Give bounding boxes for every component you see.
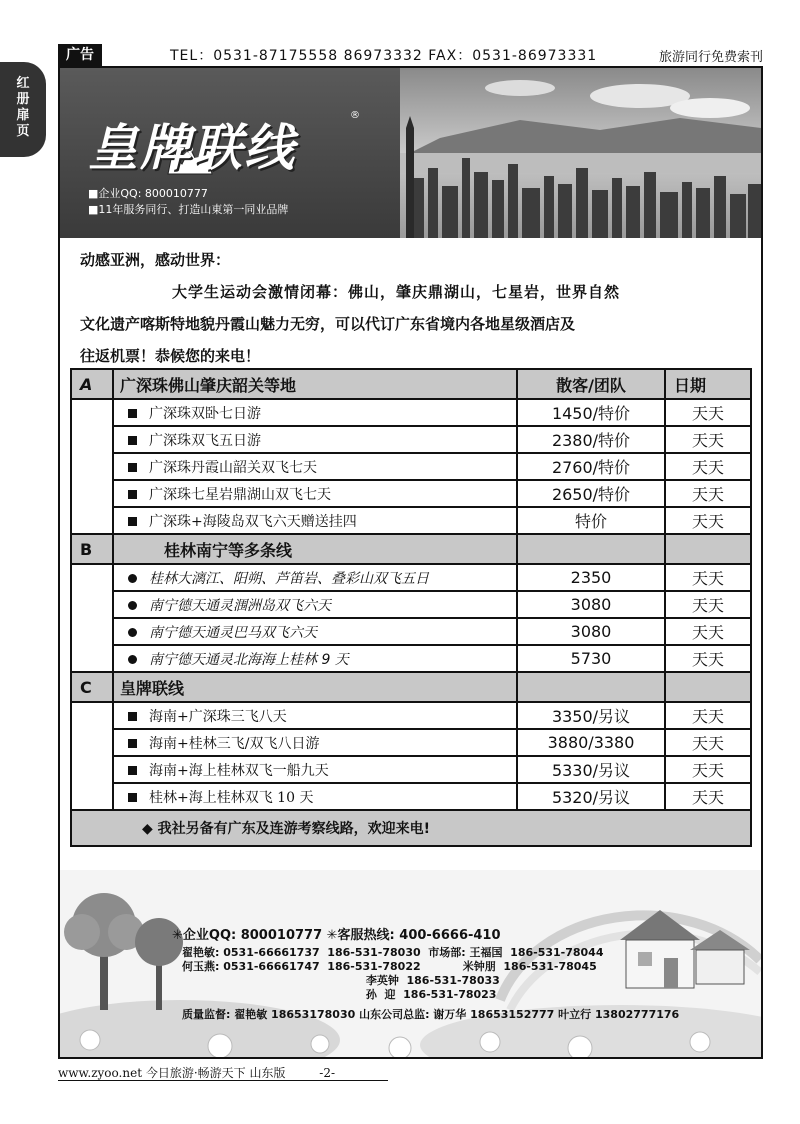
route-name — [113, 426, 517, 453]
route-date: 天天 — [665, 480, 751, 507]
table-row — [71, 507, 751, 534]
round-bullet-icon — [128, 628, 137, 637]
contact-row: 孙 迎 186-531-78023 — [182, 988, 497, 1001]
route-price: 3350/另议 — [517, 702, 665, 729]
route-date: 天天 — [665, 618, 751, 645]
route-price: 1450/特价 — [517, 399, 665, 426]
contact-row: 李英钟 186-531-78033 — [182, 974, 500, 987]
section-header-blank — [517, 672, 665, 702]
city-skyline-image — [400, 68, 761, 238]
route-date: 天天 — [665, 702, 751, 729]
intro-line: 动感亚洲，感动世界： — [80, 251, 231, 269]
section-title: 皇牌联线 — [113, 672, 517, 702]
route-name — [113, 618, 517, 645]
square-bullet-icon — [128, 793, 137, 802]
section-letter: C — [71, 672, 113, 702]
banner-slogan: ■11年服务同行、打造山東第一同业品牌 — [88, 203, 289, 216]
route-price: 5320/另议 — [517, 783, 665, 810]
route-price: 2650/特价 — [517, 480, 665, 507]
route-label: 广深珠+海陵岛双飞六天赠送挂四 — [149, 513, 357, 530]
route-label: 广深珠双卧七日游 — [149, 405, 261, 422]
route-label: 南宁德天通灵北海海上桂林 9 天 — [149, 651, 349, 668]
square-bullet-icon — [128, 463, 137, 472]
route-price: 3080 — [517, 591, 665, 618]
route-name — [113, 645, 517, 672]
side-tab-char: 页 — [16, 124, 30, 139]
section-title: 桂林南宁等多条线 — [113, 534, 517, 564]
brand-logo-text: 皇牌联线 — [88, 118, 296, 177]
route-price: 2760/特价 — [517, 453, 665, 480]
route-label: 广深珠丹霞山韶关双飞七天 — [149, 459, 317, 476]
route-label: 海南+广深珠三飞八天 — [149, 708, 287, 725]
section-header-c — [71, 672, 751, 702]
section-spacer — [71, 564, 113, 672]
route-name — [113, 783, 517, 810]
route-date: 天天 — [665, 453, 751, 480]
route-name — [113, 507, 517, 534]
banner-info — [88, 186, 288, 218]
note-text: ◆ 我社另备有广东及连游考察线路，欢迎来电! — [71, 810, 751, 846]
route-date: 天天 — [665, 564, 751, 591]
section-header-blank — [517, 534, 665, 564]
route-label: 广深珠双飞五日游 — [149, 432, 261, 449]
route-date: 天天 — [665, 756, 751, 783]
route-name — [113, 729, 517, 756]
route-label: 南宁德天通灵涠洲岛双飞六天 — [149, 597, 331, 614]
square-bullet-icon — [128, 490, 137, 499]
route-name — [113, 702, 517, 729]
route-date: 天天 — [665, 591, 751, 618]
intro-line: 文化遗产喀斯特地貌丹霞山魅力无穷，可以代订广东省境内各地星级酒店及 — [80, 315, 576, 333]
route-date: 天天 — [665, 729, 751, 756]
square-bullet-icon — [128, 712, 137, 721]
section-title: 广深珠佛山肇庆韶关等地 — [113, 369, 517, 399]
route-name — [113, 480, 517, 507]
route-name — [113, 756, 517, 783]
bottom-bar — [58, 1064, 335, 1081]
route-table — [70, 368, 752, 847]
section-header-blank — [665, 672, 751, 702]
contact-row: 何玉燕: 0531-66661747 186-531-78022 米钟朋 186-531-78045 — [182, 960, 597, 973]
route-price: 特价 — [517, 507, 665, 534]
square-bullet-icon — [128, 517, 137, 526]
route-price: 2380/特价 — [517, 426, 665, 453]
table-row — [71, 426, 751, 453]
table-row — [71, 645, 751, 672]
route-label: 海南+海上桂林双飞一船九天 — [149, 762, 329, 779]
site-url[interactable]: www.zyoo.net 今日旅游·畅游天下 山东版 — [58, 1066, 286, 1080]
round-bullet-icon — [128, 655, 137, 664]
route-label: 广深珠七星岩鼎湖山双飞七天 — [149, 486, 331, 503]
round-bullet-icon — [128, 601, 137, 610]
route-name — [113, 453, 517, 480]
intro-text — [80, 244, 755, 372]
side-tab — [0, 62, 46, 157]
route-label: 海南+桂林三飞/双飞八日游 — [149, 735, 320, 752]
route-label: 桂林大漓江、阳朔、芦笛岩、叠彩山双飞五日 — [149, 570, 429, 587]
section-letter: B — [71, 534, 113, 564]
footer-contacts — [182, 946, 604, 1002]
section-letter: A — [71, 369, 113, 399]
route-price: 5730 — [517, 645, 665, 672]
intro-line: 往返机票！恭候您的来电！ — [80, 347, 261, 365]
round-bullet-icon — [128, 574, 137, 583]
square-bullet-icon — [128, 436, 137, 445]
side-tab-char: 红 — [16, 76, 30, 91]
registered-mark: ® — [350, 110, 360, 121]
table-row — [71, 399, 751, 426]
square-bullet-icon — [128, 409, 137, 418]
route-price: 3880/3380 — [517, 729, 665, 756]
route-date: 天天 — [665, 426, 751, 453]
table-row — [71, 591, 751, 618]
table-row — [71, 480, 751, 507]
route-price: 3080 — [517, 618, 665, 645]
route-price: 5330/另议 — [517, 756, 665, 783]
side-tab-char: 扉 — [16, 108, 30, 123]
section-header-blank — [665, 534, 751, 564]
ad-tag: 广告 — [58, 44, 102, 66]
section-header-b — [71, 534, 751, 564]
square-bullet-icon — [128, 766, 137, 775]
table-row — [71, 702, 751, 729]
route-date: 天天 — [665, 645, 751, 672]
square-bullet-icon — [128, 739, 137, 748]
route-date: 天天 — [665, 507, 751, 534]
date-header: 日期 — [665, 369, 751, 399]
route-name — [113, 399, 517, 426]
route-label: 桂林+海上桂林双飞 10 天 — [149, 789, 314, 806]
table-row — [71, 618, 751, 645]
note-row — [71, 810, 751, 846]
route-date: 天天 — [665, 783, 751, 810]
contact-line: TEL：0531-87175558 86973332 FAX：0531-86973331 — [170, 48, 598, 64]
side-tab-char: 册 — [16, 92, 30, 107]
route-label: 南宁德天通灵巴马双飞六天 — [149, 624, 317, 641]
route-name — [113, 591, 517, 618]
section-header-a — [71, 369, 751, 399]
tree-icon — [64, 893, 144, 1010]
table-row — [71, 783, 751, 810]
top-strip — [58, 44, 763, 66]
table-row — [71, 729, 751, 756]
section-spacer — [71, 702, 113, 810]
route-date: 天天 — [665, 399, 751, 426]
table-row — [71, 453, 751, 480]
banner-qq: ■企业QQ: 800010777 — [88, 187, 208, 200]
tagline: 旅游同行免费索刊 — [658, 50, 763, 65]
section-spacer — [71, 399, 113, 534]
table-row — [71, 564, 751, 591]
quality-supervision: 质量监督: 翟艳敏 18653178030 山东公司总监: 谢万华 18653152777 叶立行 13802777176 — [182, 1008, 680, 1021]
table-row — [71, 756, 751, 783]
page-number: -2- — [319, 1066, 336, 1080]
contact-row: 翟艳敏: 0531-66661737 186-531-78030 市场部: 王福国 186-531-78044 — [182, 946, 604, 959]
intro-line: 大学生运动会激情闭幕：佛山，肇庆鼎湖山，七星岩，世界自然 — [172, 283, 621, 301]
route-name — [113, 564, 517, 591]
route-price: 2350 — [517, 564, 665, 591]
bottom-divider — [58, 1080, 388, 1081]
price-header: 散客/团队 — [517, 369, 665, 399]
footer-qq-hotline: ✳企业QQ: 800010777 ✳客服热线: 400-6666-410 — [172, 928, 501, 943]
